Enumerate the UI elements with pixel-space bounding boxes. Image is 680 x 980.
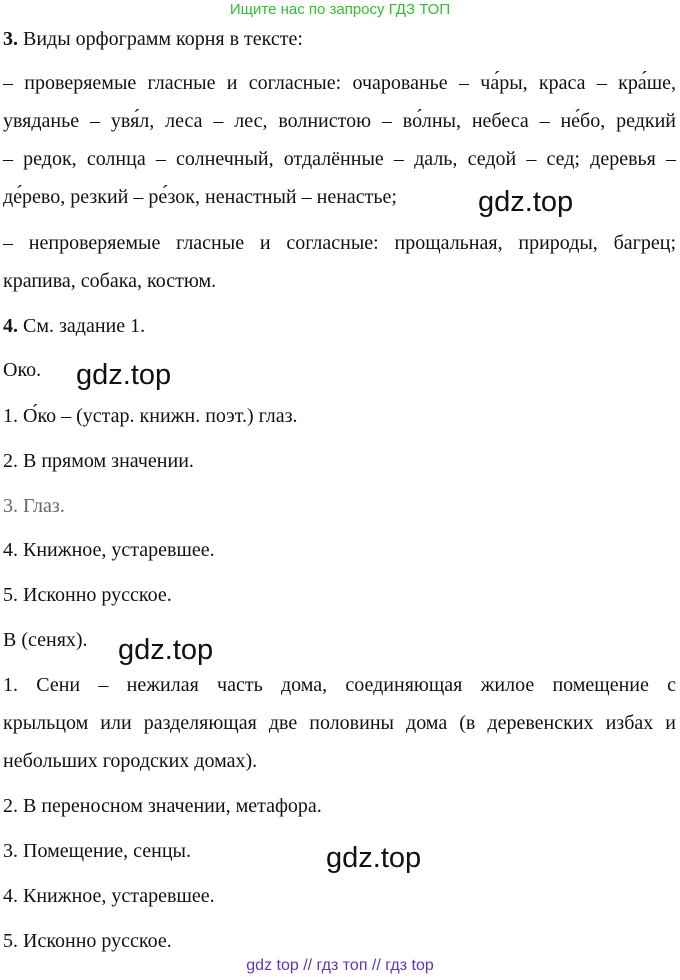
task4-heading bbox=[3, 313, 145, 339]
seni-item: крыльцом или разделяющая две половины дома (в деревенских избах и bbox=[3, 712, 676, 734]
watermark: gdz.top bbox=[76, 359, 172, 391]
task3-number: 3. bbox=[3, 28, 18, 50]
watermark: gdz.top bbox=[326, 842, 422, 874]
oko-item: 1. О́ко – (устар. книжн. поэт.) глаз. bbox=[3, 405, 298, 427]
task3-line: крапива, собака, костюм. bbox=[3, 270, 217, 292]
task4-number: 4. bbox=[3, 315, 18, 337]
oko-item: 2. В прямом значении. bbox=[3, 450, 194, 472]
header-banner: Ищите нас по запросу ГДЗ ТОП bbox=[229, 1, 451, 18]
oko-item: 3. Глаз. bbox=[3, 495, 65, 517]
task3-line: – проверяемые гласные и согласные: очарованье – ча́ры, краса – кра́ше, bbox=[3, 72, 676, 94]
oko-word: Око. bbox=[3, 359, 42, 381]
task3-heading bbox=[3, 26, 303, 52]
task3-line: де́рево, резкий – ре́зок, ненастный – ненастье; bbox=[3, 186, 397, 208]
oko-item: 4. Книжное, устаревшее. bbox=[3, 539, 215, 561]
task3-line: – непроверяемые гласные и согласные: прощальная, природы, багрец; bbox=[3, 232, 676, 254]
watermark: gdz.top bbox=[118, 634, 214, 666]
seni-item: 2. В переносном значении, метафора. bbox=[3, 795, 322, 817]
seni-item: небольших городских домах). bbox=[3, 750, 258, 772]
task3-title: Виды орфограмм корня в тексте: bbox=[18, 28, 303, 50]
seni-item: 3. Помещение, сенцы. bbox=[3, 840, 191, 862]
seni-word: В (сенях). bbox=[3, 629, 88, 651]
watermark: gdz.top bbox=[478, 186, 574, 218]
footer-banner: gdz top // гдз топ // гдз top bbox=[246, 957, 434, 974]
oko-item: 5. Исконно русское. bbox=[3, 584, 172, 606]
seni-item: 1. Сени – нежилая часть дома, соединяющая жилое помещение с bbox=[3, 674, 676, 696]
seni-item: 4. Книжное, устаревшее. bbox=[3, 885, 215, 907]
seni-item: 5. Исконно русское. bbox=[3, 930, 172, 952]
task4-text: См. задание 1. bbox=[18, 315, 146, 337]
task3-line: увяданье – увя́л, леса – лес, волнистою – во́лны, небеса – не́бо, редкий bbox=[3, 110, 676, 132]
task3-line: – редок, солнца – солнечный, отдалённые – даль, седой – сед; деревья – bbox=[3, 148, 676, 170]
